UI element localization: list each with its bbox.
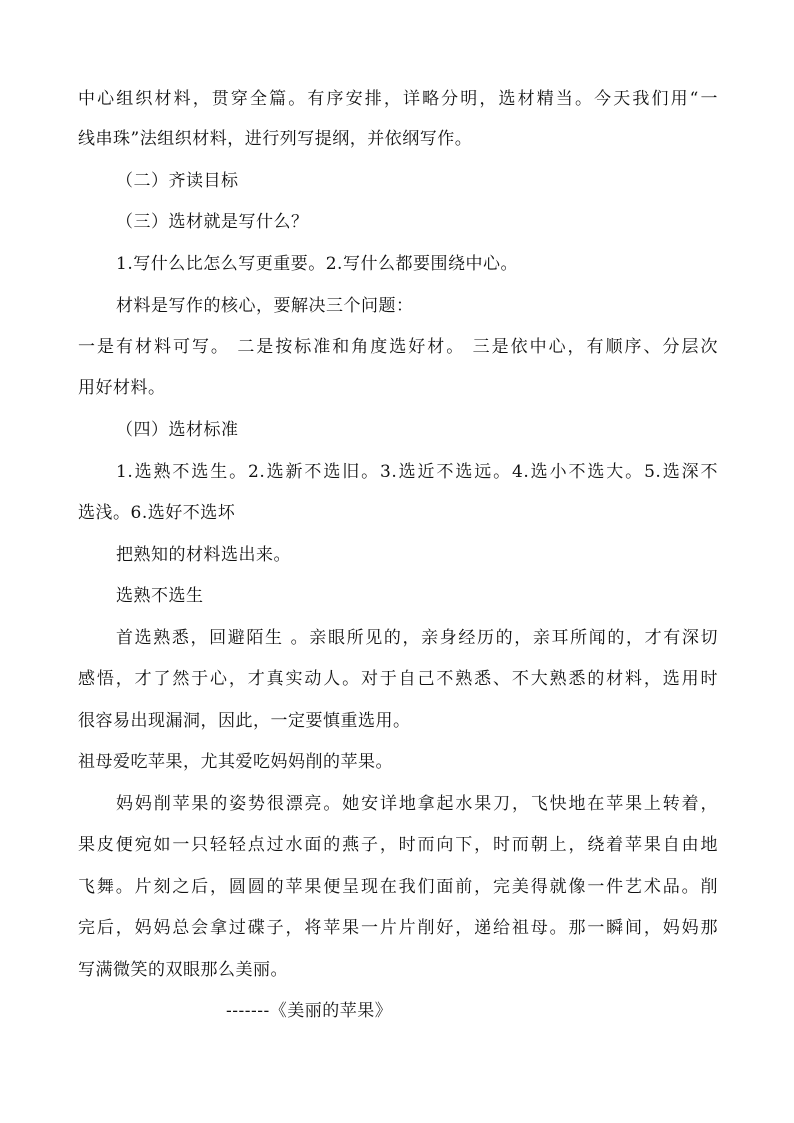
paragraph-line: 果皮便宛如一只轻轻点过水面的燕子，时而向下，时而朝上，绕着苹果自由地 [78,835,718,855]
paragraph-line: 用好材料。 [78,378,166,398]
paragraph-line: 很容易出现漏洞，因此，一定要慎重选用。 [78,711,411,731]
section-heading: （二）齐读目标 [116,171,239,191]
paragraph-line: 选浅。6.选好不选坏 [78,503,236,523]
paragraph-line: 妈妈削苹果的姿势很漂亮。她安详地拿起水果刀，飞快地在苹果上转着， [116,794,718,814]
paragraph-line: 完后，妈妈总会拿过碟子，将苹果一片片削好，递给祖母。那一瞬间，妈妈那 [78,918,718,938]
paragraph-line: 一是有材料可写。 二是按标准和角度选好材。 三是依中心，有顺序、分层次 [78,337,718,357]
paragraph-line: 首选熟悉，回避陌生 。亲眼所见的，亲身经历的，亲耳所闻的，才有深切 [116,628,718,648]
section-heading: （四）选材标准 [116,420,239,440]
paragraph-line: 1.选熟不选生。2.选新不选旧。3.选近不选远。4.选小不选大。5.选深不 [116,462,718,482]
paragraph-line: 中心组织材料，贯穿全篇。有序安排，详略分明，选材精当。今天我们用“一 [78,89,718,109]
subheading: 选熟不选生 [116,586,204,606]
section-heading: （三）选材就是写什么？ [116,212,309,232]
paragraph-line: 把熟知的材料选出来。 [116,545,291,565]
paragraph-line: 飞舞。片刻之后，圆圆的苹果便呈现在我们面前，完美得就像一件艺术品。削 [78,877,718,897]
paragraph-line: 写满微笑的双眼那么美丽。 [78,960,288,980]
paragraph-line: 感悟，才了然于心，才真实动人。对于自己不熟悉、不大熟悉的材料，选用时 [78,669,718,689]
paragraph-line: 祖母爱吃苹果，尤其爱吃妈妈削的苹果。 [78,752,393,772]
paragraph-line: 材料是写作的核心，要解决三个问题： [116,296,414,316]
paragraph-line: 1.写什么比怎么写更重要。2.写什么都要围绕中心。 [116,254,518,274]
paragraph-line: 线串珠”法组织材料，进行列写提纲，并依纲写作。 [78,129,473,149]
source-citation: -------《美丽的苹果》 [226,1001,393,1021]
